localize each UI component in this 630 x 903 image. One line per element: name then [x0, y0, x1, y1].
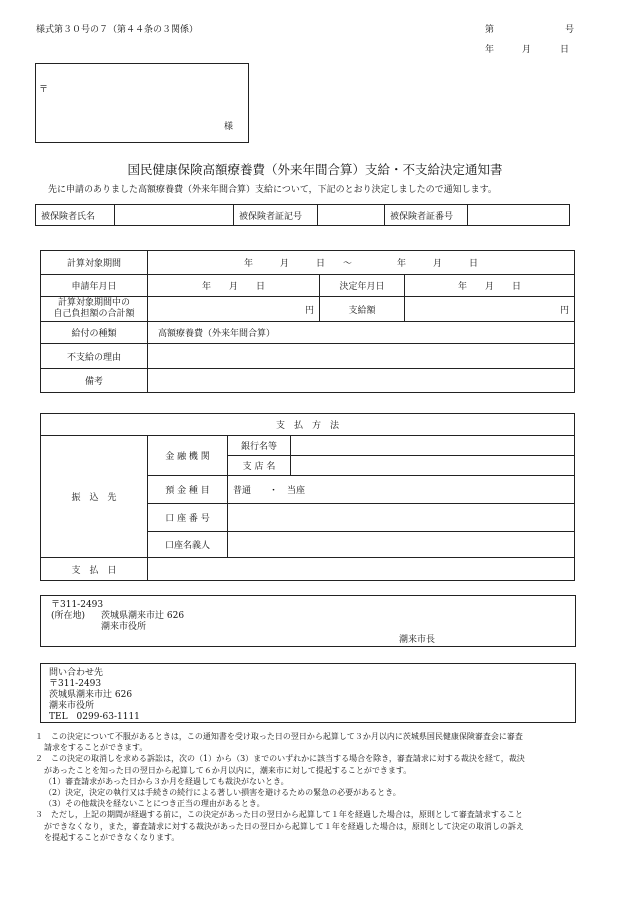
- note-line: ３ ただし，上記の期間が経過する前に，この決定があった日の翌日から起算して１年を経過した場合は，原則として審査請求すること: [35, 810, 523, 820]
- burden-label-line1: 計算対象期間中の: [57, 298, 130, 308]
- institution-label: 金 融 機 関: [148, 436, 228, 476]
- cert-symbol-field[interactable]: [318, 205, 385, 226]
- pay-date-field[interactable]: [148, 558, 575, 581]
- note-subitem: （3）その他裁決を経ないことにつき正当の理由があるとき。: [44, 799, 265, 809]
- account-no-field[interactable]: [228, 504, 575, 532]
- issuer-postal: 〒311-2493: [51, 600, 104, 610]
- page-title: 国民健康保険高額療養費（外来年間合算）支給・不支給決定通知書: [127, 162, 503, 177]
- pay-amount-value[interactable]: 円: [405, 297, 575, 322]
- branch-label: 支 店 名: [228, 456, 291, 476]
- inquiry-office: 潮来市役所: [49, 701, 95, 711]
- note-subitem: （2）決定，決定の執行又は手続きの続行による著しい損害を避けるための緊急の必要があるとき。: [44, 788, 401, 798]
- insured-name-field[interactable]: [115, 205, 234, 226]
- burden-amount[interactable]: 円: [148, 297, 320, 322]
- issuer-box: [40, 595, 576, 647]
- doc-number-prefix: 第: [485, 25, 495, 35]
- deposit-type-value[interactable]: 普通 ・ 当座: [228, 476, 575, 504]
- issuer-address-label: (所在地): [51, 611, 86, 621]
- remarks-label: 備考: [41, 369, 148, 393]
- issue-date-day: 日: [560, 45, 570, 55]
- note-line: ２ この決定の取消しを求める訴訟は，次の（1）から（3）までのいずれかに該当する場合を除き，審査請求に対する裁決を経て，裁決: [35, 754, 525, 764]
- decision-date-label: 決定年月日: [320, 275, 405, 297]
- bank-name-field[interactable]: [291, 436, 575, 456]
- pay-date-label: 支 払 日: [41, 558, 148, 581]
- issuer-office: 潮来市役所: [101, 622, 147, 632]
- deposit-type-label: 預 金 種 目: [148, 476, 228, 504]
- form-number: 様式第３０号の７（第４４条の３関係）: [36, 25, 199, 35]
- account-holder-label: 口座名義人: [148, 532, 228, 558]
- note-line: を提起することができなくなります。: [44, 832, 180, 842]
- honorific: 様: [224, 122, 234, 132]
- doc-number-suffix: 号: [565, 25, 575, 35]
- note-line: １ この決定について不服があるときは，この通知書を受け取った日の翌日から起算して３か月以内に茨城県国民健康保険審査会に審査: [35, 732, 523, 741]
- branch-field[interactable]: [291, 456, 575, 476]
- period-label: 計算対象期間: [41, 251, 148, 275]
- account-holder-field[interactable]: [228, 532, 575, 558]
- postal-mark: 〒: [39, 85, 49, 95]
- notes-section: [35, 731, 590, 843]
- intro-text: 先に申請のありました高額療養費（外来年間合算）支給について，下記のとおり決定しましたので通知します。: [48, 185, 497, 195]
- cert-number-field[interactable]: [468, 205, 570, 226]
- account-no-label: 口 座 番 号: [148, 504, 228, 532]
- apply-date-value[interactable]: 年 月 日: [148, 275, 320, 297]
- bank-name-label: 銀行名等: [228, 436, 291, 456]
- benefit-type-label: 給付の種類: [41, 322, 148, 344]
- pay-amount-label: 支給額: [320, 297, 405, 322]
- insured-table: [35, 204, 570, 226]
- decision-date-value[interactable]: 年 月 日: [405, 275, 575, 297]
- burden-label-line2: 自己負担額の合計額: [53, 309, 135, 319]
- cert-symbol-label: 被保険者証記号: [234, 205, 318, 226]
- note-line: 請求をすることができます。: [44, 743, 148, 753]
- payment-heading: 支 払 方 法: [41, 414, 575, 436]
- inquiry-box: [40, 663, 576, 723]
- note-line: があったことを知った日の翌日から起算して６か月以内に，潮来市に対して提起することができます。: [44, 765, 412, 775]
- apply-date-label: 申請年月日: [41, 275, 148, 297]
- inquiry-label: 問い合わせ先: [49, 668, 104, 678]
- issue-date-year: 年: [485, 45, 495, 55]
- payment-table: [40, 413, 575, 581]
- addressee-box: [35, 63, 249, 143]
- issuer-address: 茨城県潮来市辻 626: [101, 611, 185, 621]
- inquiry-address: 茨城県潮来市辻 626: [49, 690, 133, 700]
- note-subitem: （1）審査請求があった日から３か月を経過しても裁決がないとき。: [44, 776, 289, 786]
- issue-date-month: 月: [522, 45, 532, 55]
- reason-label: 不支給の理由: [41, 344, 148, 369]
- reason-field[interactable]: [148, 344, 575, 369]
- transfer-label: 振 込 先: [41, 436, 148, 558]
- inquiry-tel: TEL 0299-63-1111: [49, 712, 140, 722]
- remarks-field[interactable]: [148, 369, 575, 393]
- inquiry-postal: 〒311-2493: [49, 679, 102, 689]
- benefit-type-value: 高額療養費（外来年間合算）: [148, 322, 575, 344]
- decision-table: [40, 250, 575, 393]
- insured-name-label: 被保険者氏名: [36, 205, 115, 226]
- note-line: ができなくなり，また，審査請求に対する裁決があった日の翌日から起算して１年を経過した場合は，原則として決定の取消しの訴え: [44, 821, 524, 831]
- period-value[interactable]: 年 月 日 ～ 年 月 日: [148, 251, 575, 275]
- issuer-signatory: 潮来市長: [399, 635, 436, 645]
- cert-number-label: 被保険者証番号: [385, 205, 468, 226]
- burden-label: [41, 297, 148, 322]
